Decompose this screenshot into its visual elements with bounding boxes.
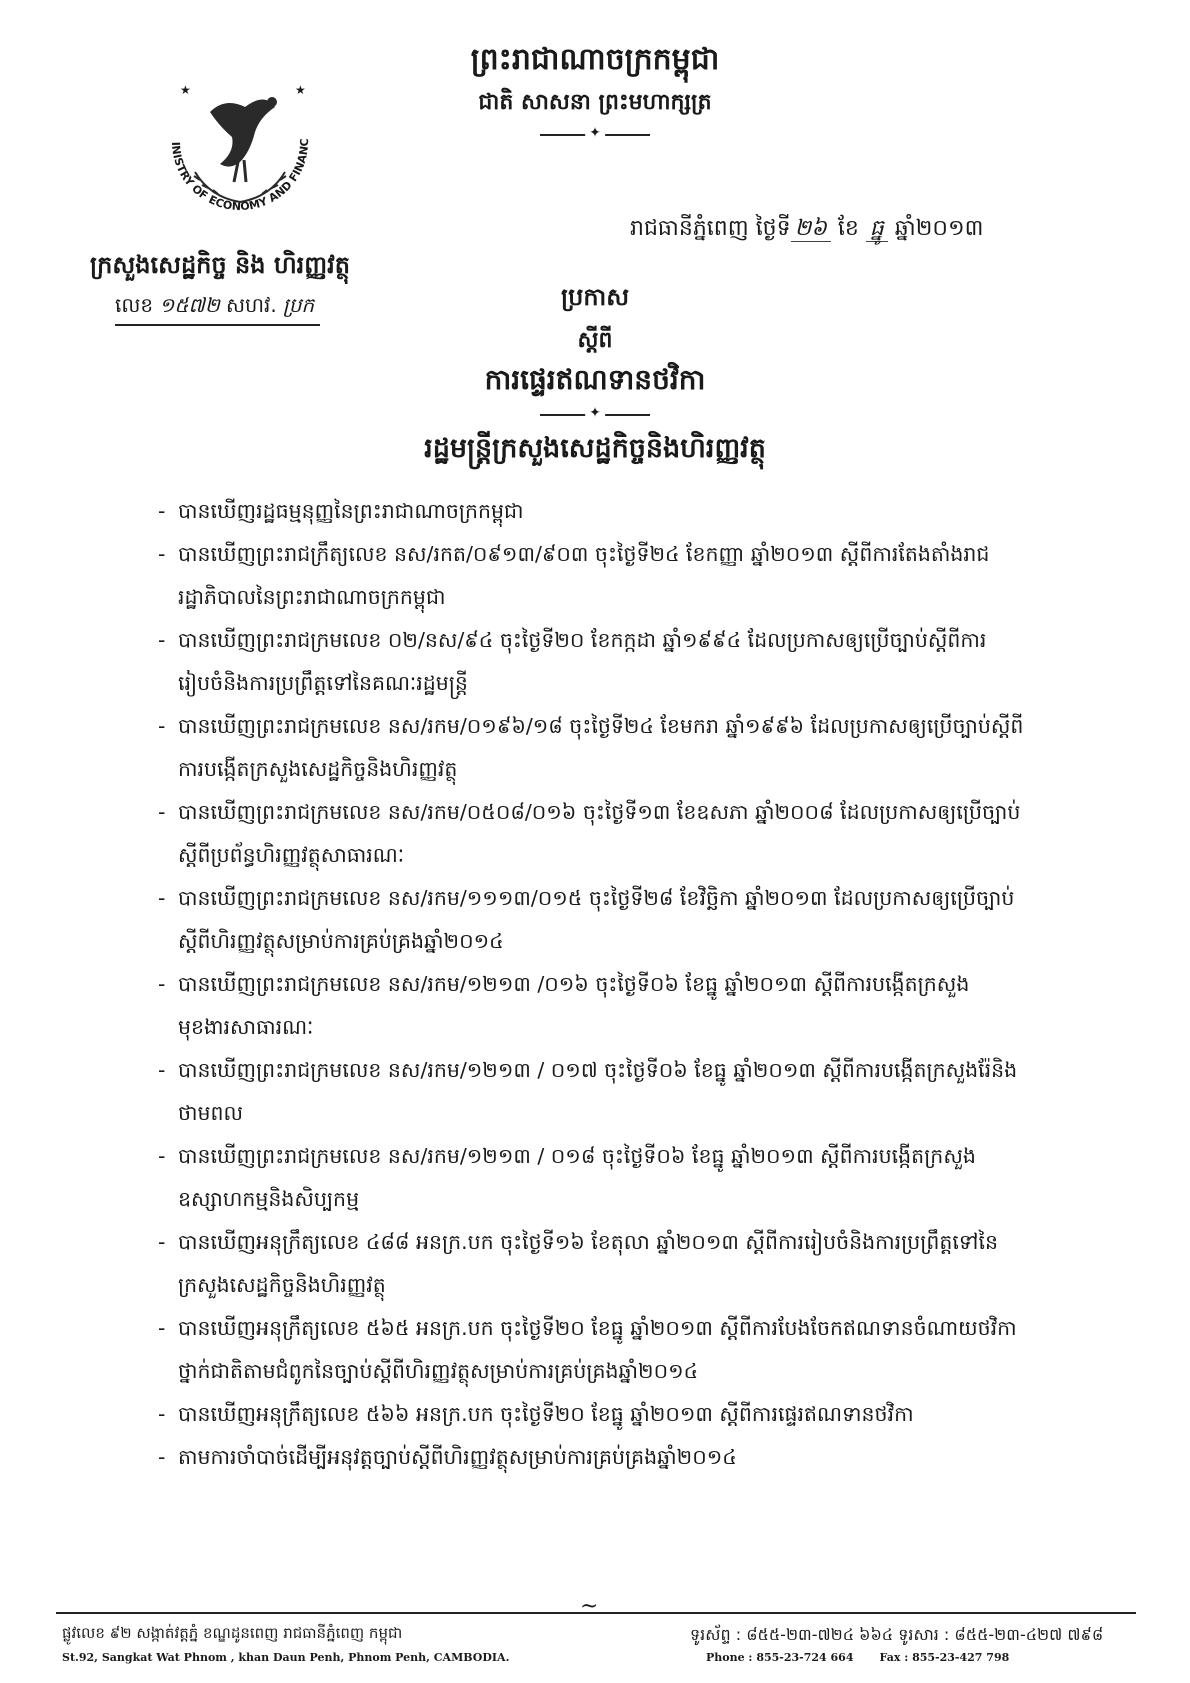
document-date: រាជធានីភ្នំពេញ ថ្ងៃទី ២៦ ខែ ធ្នូ ឆ្នាំ២០១៣ bbox=[630, 216, 984, 241]
national-motto: ជាតិ សាសនា ព្រះមហាក្សត្រ bbox=[478, 90, 712, 115]
footer-phone: Phone : 855-23-724 664 bbox=[706, 1651, 854, 1664]
header-ornament bbox=[540, 134, 650, 136]
footer-address-km: ផ្លូវលេខ ៩២ សង្កាត់វត្តភ្នំ ខណ្ឌដូនពេញ រាជធានីភ្នំពេញ កម្ពុជា bbox=[62, 1624, 403, 1642]
list-item: - បានឃើញព្រះរាជក្រមលេខ នស/រកម/១២១៣ / ០១៨ ចុះថ្ងៃទី០៦ ខែធ្នូ ឆ្នាំ២០១៣ ស្តីពីការបង្កើតក្រសួងឧស្សាហកម្មនិងសិប្បកម្ម bbox=[158, 1135, 1028, 1221]
svg-text:MINISTRY OF ECONOMY AND FINANC: INISTRY OF ECONOMY AND FINANC bbox=[168, 138, 312, 214]
preamble-list bbox=[158, 490, 1028, 1479]
footer-contact-km: ទូរស័ព្ទ : ៨៥៥-២៣-៧២៤ ៦៦៤ ទូរសារ : ៨៥៥-២៣-៤២៧ ៧៩៨ bbox=[690, 1625, 1104, 1644]
ministry-seal bbox=[150, 52, 330, 232]
title-ornament bbox=[540, 414, 650, 416]
reference-number: លេខ ១៥៧២ សហវ. ប្រក bbox=[115, 292, 320, 326]
list-item: - បានឃើញព្រះរាជក្រឹត្យលេខ នស/រកត/០៩១៣/៩០៣ ចុះថ្ងៃទី២៤ ខែកញ្ញា ឆ្នាំ២០១៣ ស្តីពីការតែងតាំងរាជរដ្ឋាភិបាលនៃព្រះរាជាណាចក្រកម្ពុជា bbox=[158, 533, 1028, 619]
bird-emblem-icon bbox=[210, 97, 277, 182]
svg-text:★: ★ bbox=[295, 83, 306, 97]
doc-type-title: ប្រកាស bbox=[560, 283, 630, 311]
footer-contact-en bbox=[706, 1651, 1035, 1664]
list-item: - បានឃើញព្រះរាជក្រមលេខ នស/រកម/១១១៣/០១៥ ចុះថ្ងៃទី២៨ ខែវិច្ឆិកា ឆ្នាំ២០១៣ ដែលប្រកាសឲ្យប្រើច្បាប់ស្តីពីហិរញ្ញវត្ថុសម្រាប់ការគ្រប់គ្រងឆ្នាំ២០១៤ bbox=[158, 877, 1028, 963]
ministry-name: ក្រសួងសេដ្ឋកិច្ច និង ហិរញ្ញវត្ថុ bbox=[90, 251, 350, 279]
about-label: ស្តីពី bbox=[577, 328, 613, 353]
issuer-title: រដ្ឋមន្ត្រីក្រសួងសេដ្ឋកិច្ចនិងហិរញ្ញវត្ថុ bbox=[424, 433, 766, 464]
footer-fax: Fax : 855-23-427 798 bbox=[879, 1651, 1010, 1664]
list-item: - បានឃើញអនុក្រឹត្យលេខ ៥៦៦ អនក្រ.បក ចុះថ្ងៃទី២០ ខែធ្នូ ឆ្នាំ២០១៣ ស្តីពីការផ្ទេរឥណទានថវិកា bbox=[158, 1393, 1028, 1436]
footer-ornament: ~​ bbox=[580, 1594, 599, 1619]
subject-title: ការផ្ទេរឥណទានថវិកា bbox=[484, 363, 706, 396]
list-item: - បានឃើញព្រះរាជក្រមលេខ នស/រកម/០៥០៨/០១៦ ចុះថ្ងៃទី១៣ ខែឧសភា ឆ្នាំ២០០៨ ដែលប្រកាសឲ្យប្រើច្បាប់ស្តីពីប្រព័ន្ធហិរញ្ញវត្ថុសាធារណៈ bbox=[158, 791, 1028, 877]
list-item: - បានឃើញរដ្ឋធម្មនុញ្ញនៃព្រះរាជាណាចក្រកម្ពុជា bbox=[158, 490, 1028, 533]
svg-text:★: ★ bbox=[180, 83, 191, 97]
footer-address-en: St.92, Sangkat Wat Phnom , khan Daun Penh, Phnom Penh, CAMBODIA. bbox=[62, 1651, 510, 1664]
list-item: - បានឃើញអនុក្រឹត្យលេខ ៤៨៨ អនក្រ.បក ចុះថ្ងៃទី១៦ ខែតុលា ឆ្នាំ២០១៣ ស្តីពីការរៀបចំនិងការប្រព្រឹត្តទៅនៃក្រសួងសេដ្ឋកិច្ចនិងហិរញ្ញវត្ថុ bbox=[158, 1221, 1028, 1307]
list-item: - តាមការចាំបាច់ដើម្បីអនុវត្តច្បាប់ស្តីពីហិរញ្ញវត្ថុសម្រាប់ការគ្រប់គ្រងឆ្នាំ២០១៤ bbox=[158, 1436, 1028, 1479]
list-item: - បានឃើញព្រះរាជក្រមលេខ នស/រកម/១២១៣ /០១៦ ចុះថ្ងៃទី០៦ ខែធ្នូ ឆ្នាំ២០១៣ ស្តីពីការបង្កើតក្រសួងមុខងារសាធារណៈ bbox=[158, 963, 1028, 1049]
list-item: - បានឃើញព្រះរាជក្រមលេខ នស/រកម/០១៩៦/១៨ ចុះថ្ងៃទី២៤ ខែមករា ឆ្នាំ១៩៩៦ ដែលប្រកាសឲ្យប្រើច្បាប់ស្តីពីការបង្កើតក្រសួងសេដ្ឋកិច្ចនិងហិរញ្ញវត្ថុ bbox=[158, 705, 1028, 791]
list-item: - បានឃើញព្រះរាជក្រមលេខ នស/រកម/១២១៣ / ០១៧ ចុះថ្ងៃទី០៦ ខែធ្នូ ឆ្នាំ២០១៣ ស្តីពីការបង្កើតក្រសួងរ៉ែនិងថាមពល bbox=[158, 1049, 1028, 1135]
list-item: - បានឃើញអនុក្រឹត្យលេខ ៥៦៥ អនក្រ.បក ចុះថ្ងៃទី២០ ខែធ្នូ ឆ្នាំ២០១៣ ស្តីពីការបែងចែកឥណទានចំណាយថវិកាថ្នាក់ជាតិតាមជំពូកនៃច្បាប់ស្តីពីហិរញ្ញវត្ថុសម្រាប់ការគ្រប់គ្រងឆ្នាំ២០១៤ bbox=[158, 1307, 1028, 1393]
kingdom-heading: ព្រះរាជាណាចក្រកម្ពុជា bbox=[470, 42, 720, 77]
list-item: - បានឃើញព្រះរាជក្រមលេខ ០២/នស/៩៤ ចុះថ្ងៃទី២០ ខែកក្កដា ឆ្នាំ១៩៩៤ ដែលប្រកាសឲ្យប្រើច្បាប់ស្តីពីការរៀបចំនិងការប្រព្រឹត្តទៅនៃគណៈរដ្ឋមន្ត្រី bbox=[158, 619, 1028, 705]
